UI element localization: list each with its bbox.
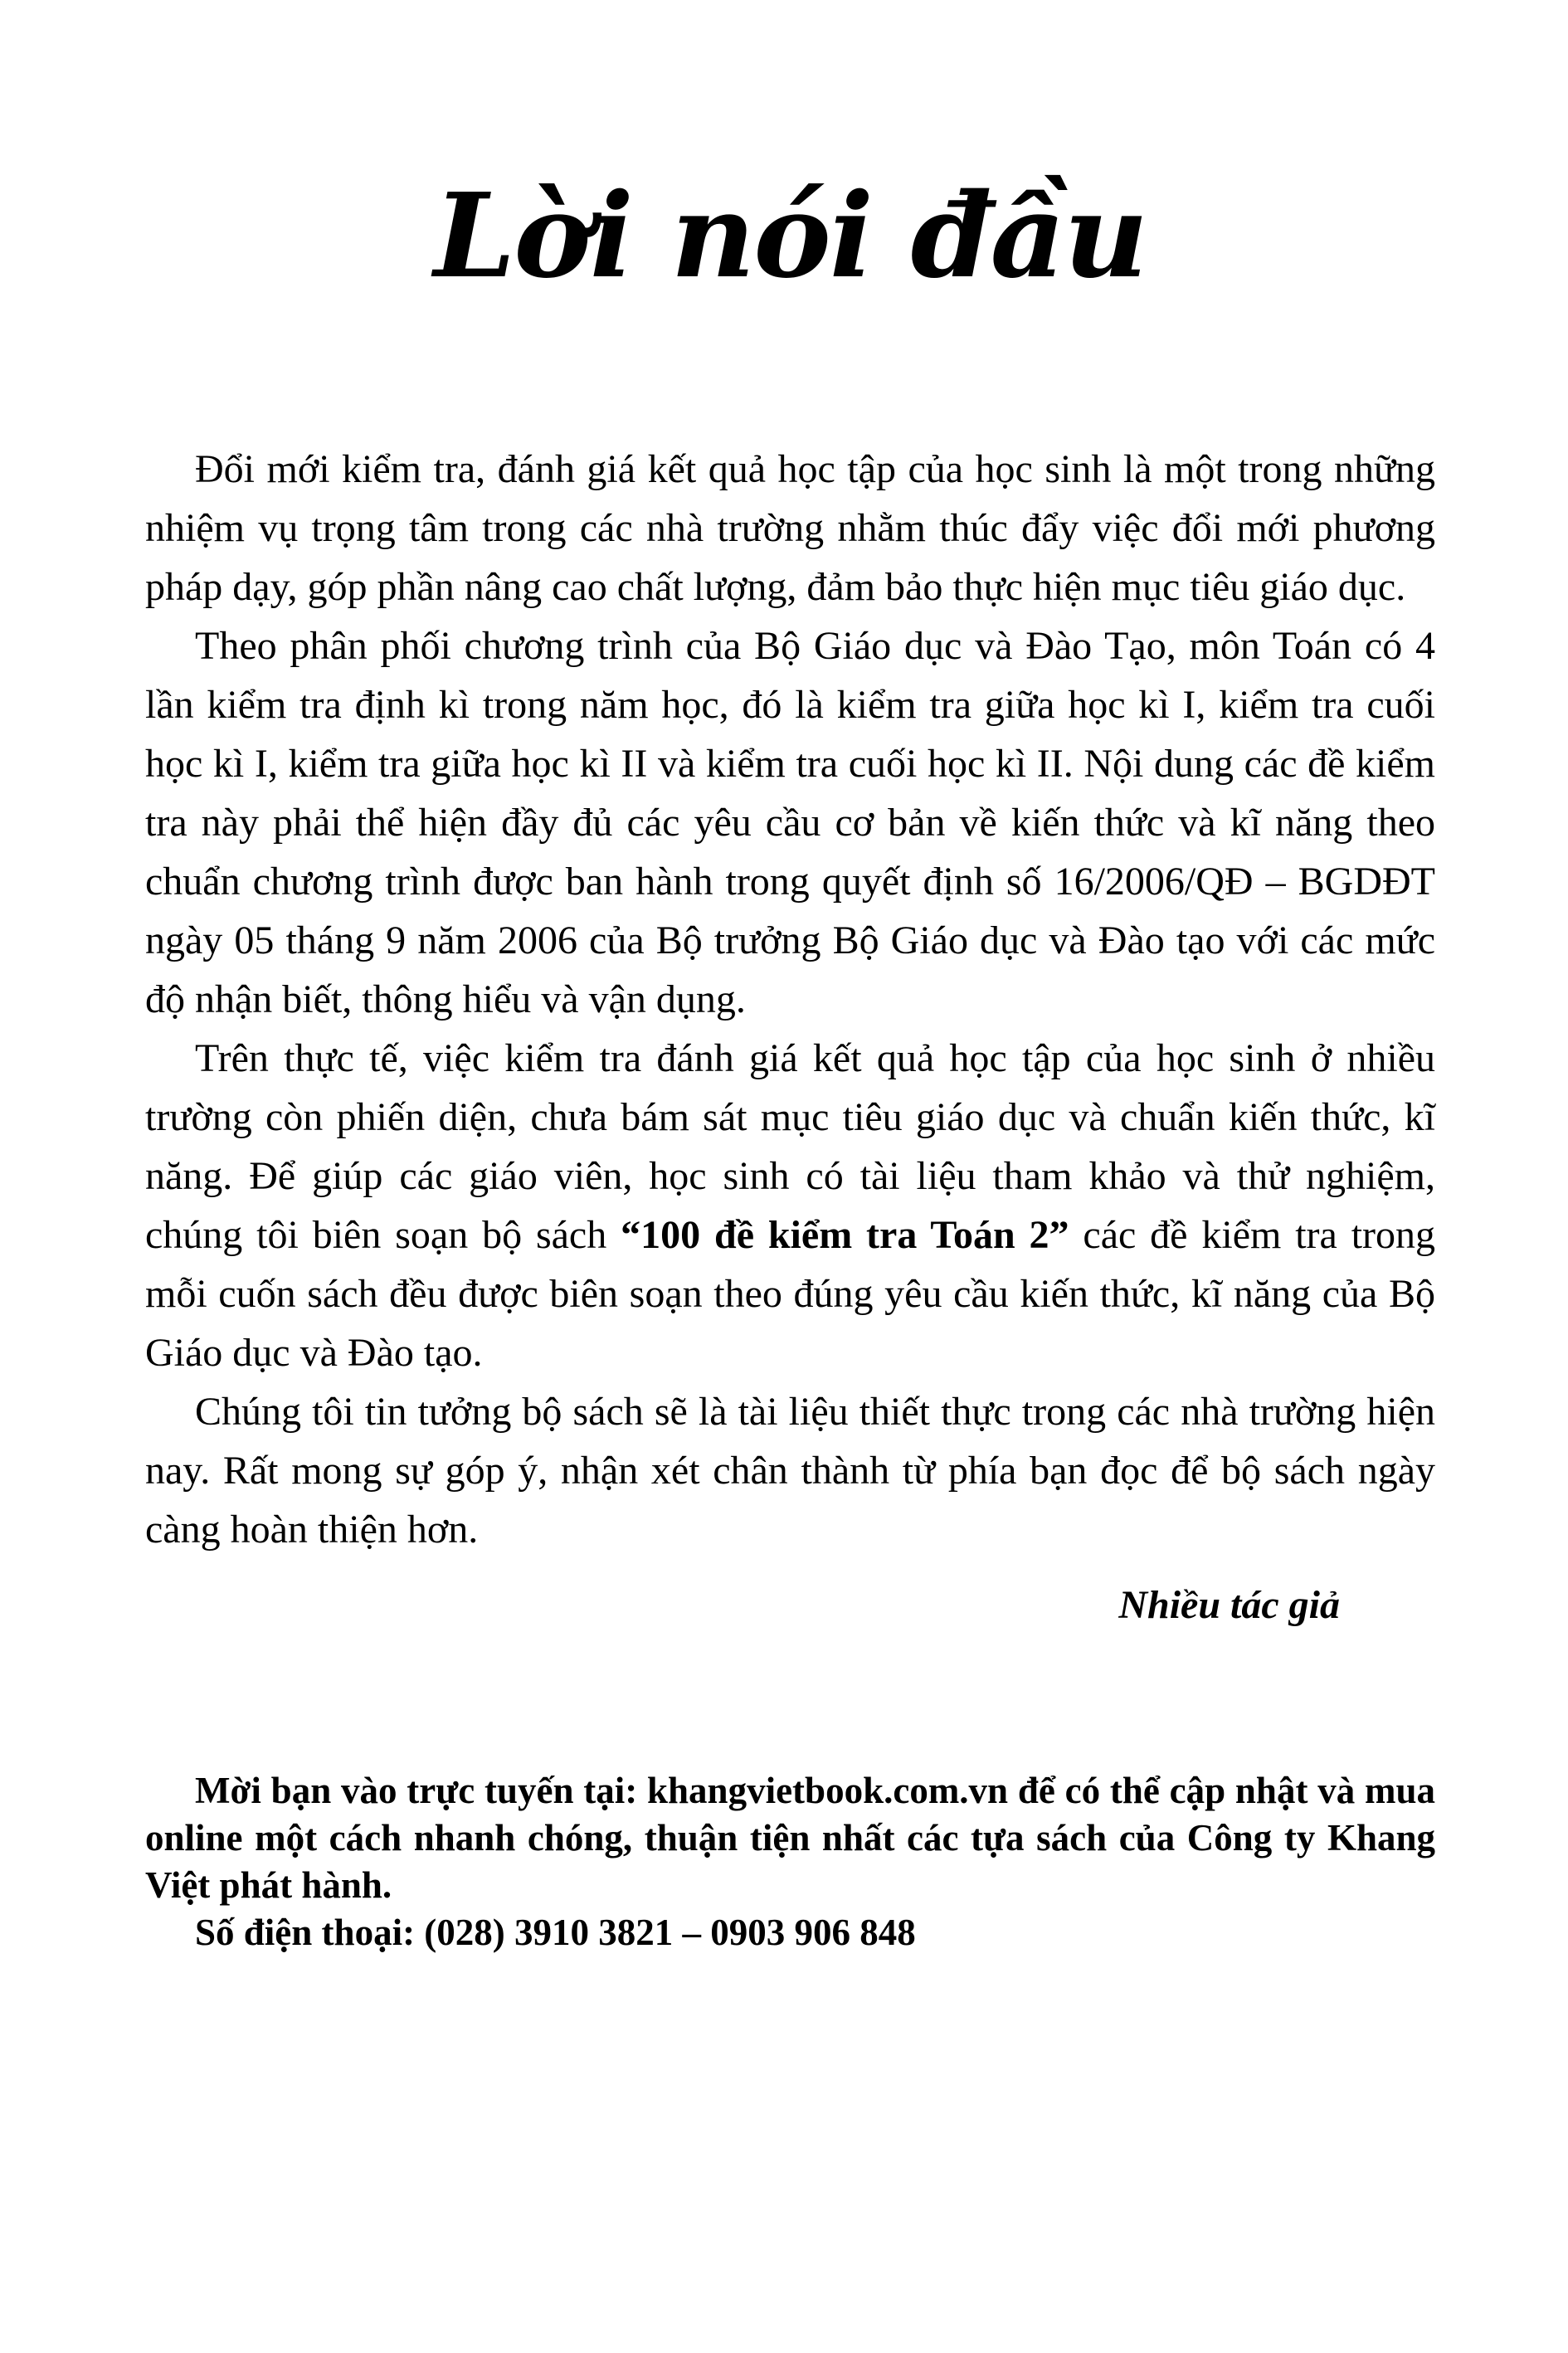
paragraph-3-continuation: các đề kiểm tra trong mỗi cuốn sách đều được biên soạn theo đúng yêu cầu kiến thức, kĩ năng của Bộ Giáo dục và Đào tạo.: [145, 1213, 1436, 1375]
paragraph-3-text: Trên thực tế, việc kiểm tra đánh giá kết quả học tập của học sinh ở nhiều trường còn phiến diện, chưa bám sát mục tiêu giáo dục và chuẩn kiến thức, kĩ năng. Để giúp các giáo viên, học sinh có tài liệu tham khảo và thử nghiệm, chúng tôi biên soạn bộ sách: [145, 1036, 1435, 1257]
author-signature: Nhiều tác giả: [1118, 1583, 1340, 1627]
book-series-name: “100 đề kiểm tra Toán 2”: [621, 1213, 1069, 1257]
page-title: Lời nói đầu: [433, 168, 1147, 304]
phone-line: Số điện thoại: (028) 3910 3821 – 0903 906 848: [195, 1912, 916, 1953]
paragraph-2: Theo phân phối chương trình của Bộ Giáo dục và Đào Tạo, môn Toán có 4 lần kiểm tra định kì trong năm học, đó là kiểm tra giữa học kì I, kiểm tra cuối học kì I, kiểm tra giữa học kì II và kiểm tra cuối học kì II. Nội dung các đề kiểm tra này phải thể hiện đầy đủ các yêu cầu cơ bản về kiến thức và kĩ năng theo chuẩn chương trình được ban hành trong quyết định số 16/2006/QĐ – BGDĐT ngày 05 tháng 9 năm 2006 của Bộ trưởng Bộ Giáo dục và Đào tạo với các mức độ nhận biết, thông hiểu và vận dụng.: [145, 624, 1435, 1021]
paragraph-1: Đổi mới kiểm tra, đánh giá kết quả học tập của học sinh là một trong những nhiệm vụ trọng tâm trong các nhà trường nhằm thúc đẩy việc đổi mới phương pháp dạy, góp phần nâng cao chất lượng, đảm bảo thực hiện mục tiêu giáo dục.: [145, 447, 1435, 609]
publisher-note: [145, 1767, 1435, 1956]
paragraph-4: Chúng tôi tin tưởng bộ sách sẽ là tài liệu thiết thực trong các nhà trường hiện nay. Rất mong sự góp ý, nhận xét chân thành từ phía bạn đọc để bộ sách ngày càng hoàn thiện hơn.: [145, 1390, 1435, 1552]
paragraph-3: [145, 1029, 1435, 1382]
publisher-info: Mời bạn vào trực tuyến tại: khangvietbook.com.vn để có thể cập nhật và mua online một cách nhanh chóng, thuận tiện nhất các tựa sách của Công ty Khang Việt phát hành.: [145, 1770, 1435, 1906]
